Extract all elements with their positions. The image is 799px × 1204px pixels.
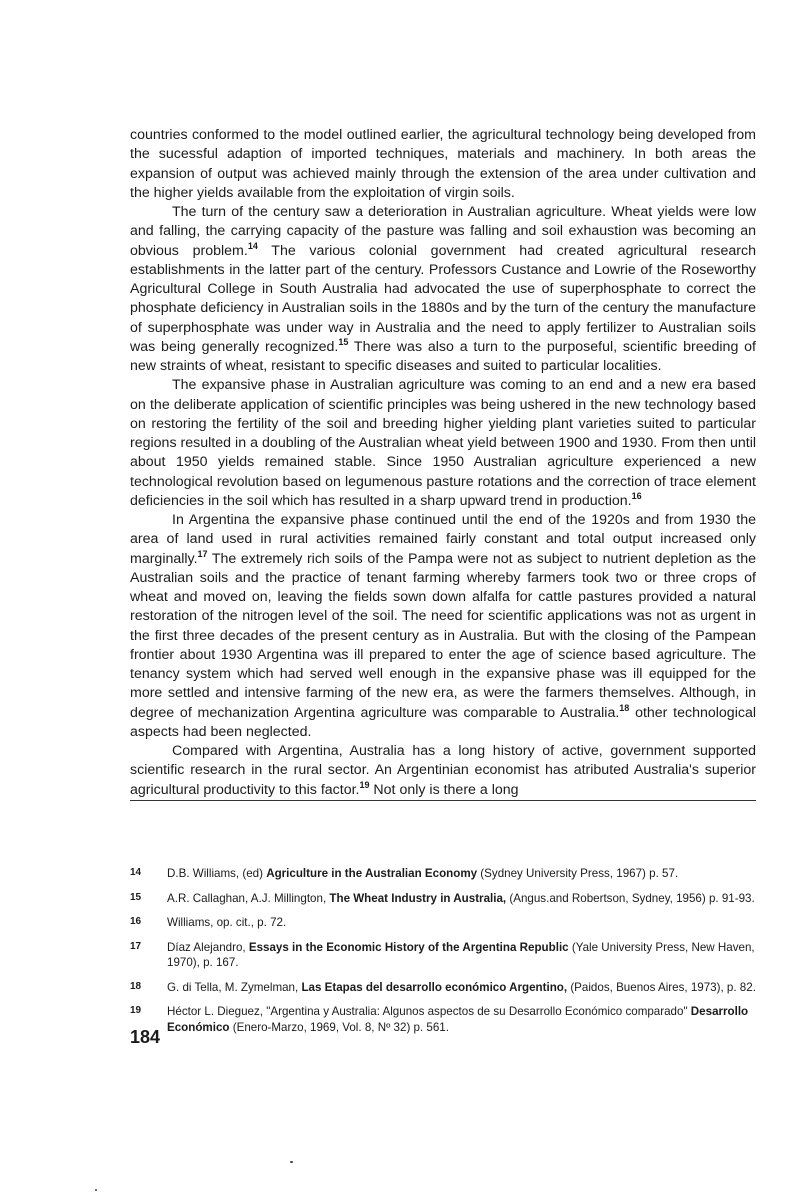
footnote-number: 19: [130, 1005, 142, 1016]
footnote-ref: 16: [631, 490, 642, 501]
footnote-number: 14: [130, 867, 142, 878]
paragraph: In Argentina the expansive phase continued until the end of the 1920s and from 1930 the area of land used in rural activities remained fairly constant and total output increased only marginally.$^{17}$ The extremely rich soils of the Pampa were not as subject to nutrient depletion as the Australian soils and the practice of tenant farming whereby farmers took two or three crops of wheat and moved on, leaving the fields sown down alfalfa for cattle pastures provided a natural restoration of the nitrogen level of the soil. The need for scientific applications was not as urgent in the first three decades of the present century as in Australia. But with the closing of the Pampean frontier about 1930 Argentina was ill prepared to enter the age of science based agriculture. The tenancy system which had served well enough in the expansive phase was ill equipped for the more settled and intensive farming of the new era, as were the farmers themselves. Although, in degree of mechanization Argentina agriculture was comparable to Australia.$^{18}$ other technological aspects had been neglected.: [130, 512, 756, 740]
footnote-text: Héctor L. Dieguez, "Argentina y Australia: Algunos aspectos de su Desarrollo Económico comparado" Desarrollo Económico (Enero-Marzo, 1969, Vol. 8, Nº 32) p. 561.: [167, 1005, 749, 1034]
footnote-number: 17: [130, 940, 142, 952]
footnote-number: 18: [130, 980, 142, 992]
footnote-text: Williams, op. cit., p. 72.: [167, 916, 287, 929]
footnote-number: 15: [130, 891, 142, 903]
footnote: [130, 940, 756, 971]
footnote-text: Díaz Alejandro, Essays in the Economic History of the Argentina Republic (Yale University Press, New Haven, 1970), p. 167.: [167, 940, 755, 969]
footnote: [130, 915, 756, 931]
footnote: [130, 891, 756, 907]
footnote-number: 16: [130, 916, 142, 927]
footnote: [130, 866, 756, 882]
footnote-ref: 19: [359, 779, 370, 790]
footnotes: [130, 866, 756, 1044]
scan-speck: [95, 1189, 97, 1191]
paragraph: The turn of the century saw a deterioration in Australian agriculture. Wheat yields were low and falling, the carrying capacity of the pasture was falling and soil exhaustion was becoming an obvious problem.$^{14}$ The various colonial government had created agricultural research establishments in the latter part of the century. Professors Custance and Lowrie of the Roseworthy Agricultural College in South Australia had advocated the use of superphosphate to correct the phosphate deficiency in Australian soils in the 1880s and by the turn of the century the manufacture of superphosphate was under way in Australia and the need to apply fertilizer to Australian soils was being generally recognized.$^{15}$ There was also a turn to the purposeful, scientific breeding of new straints of wheat, resistant to specific diseases and suited to particular localities.: [130, 204, 757, 374]
footnote: [130, 980, 756, 996]
scan-speck: [290, 1161, 293, 1163]
footnote-text: G. di Tella, M. Zymelman, Las Etapas del desarrollo económico Argentino, (Paidos, Buenos Aires, 1973), p. 82.: [167, 980, 756, 994]
footnote-text: A.R. Callaghan, A.J. Millington, The Wheat Industry in Australia, (Angus.and Robertson, Sydney, 1956) p. 91-93.: [167, 891, 755, 905]
body-text: [130, 126, 756, 801]
paragraph: The expansive phase in Australian agriculture was coming to an end and a new era based on the deliberate application of scientific principles was being ushered in the new technology based on restoring the fertility of the soil and breeding higher yielding plant varieties suited to particular regions resulted in a doubling of the Australian wheat yield between 1900 and 1930. From then until about 1950 yields remained stable. Since 1950 Australian agriculture experienced a new technological revolution based on legumenous pasture rotations and the correction of trace element deficiencies in the soil which has resulted in a sharp upward trend in production.$^{16}$: [130, 377, 756, 509]
footnote-ref: 17: [197, 548, 208, 559]
footnote-text: D.B. Williams, (ed) Agriculture in the Australian Economy (Sydney University Press, 1967) p. 57.: [167, 867, 679, 880]
footnote-ref: 15: [338, 336, 349, 347]
paragraph: Compared with Argentina, Australia has a long history of active, government supported scientific research in the rural sector. An Argentinian economist has atributed Australia's superior agricultural productivity to this factor.$^{19}$ Not only is there a long: [130, 742, 756, 801]
footnote-ref: 18: [619, 702, 630, 713]
page-number: 184: [130, 1027, 161, 1047]
footnote: [130, 1004, 756, 1035]
footnote-ref: 14: [247, 240, 258, 251]
paragraph: countries conformed to the model outlined earlier, the agricultural technology being developed from the sucessful adaption of imported techniques, materials and machinery. In both areas the expansion of output was achieved mainly through the extension of the area under cultivation and the higher yields available from the exploitation of virgin soils.: [130, 127, 756, 201]
